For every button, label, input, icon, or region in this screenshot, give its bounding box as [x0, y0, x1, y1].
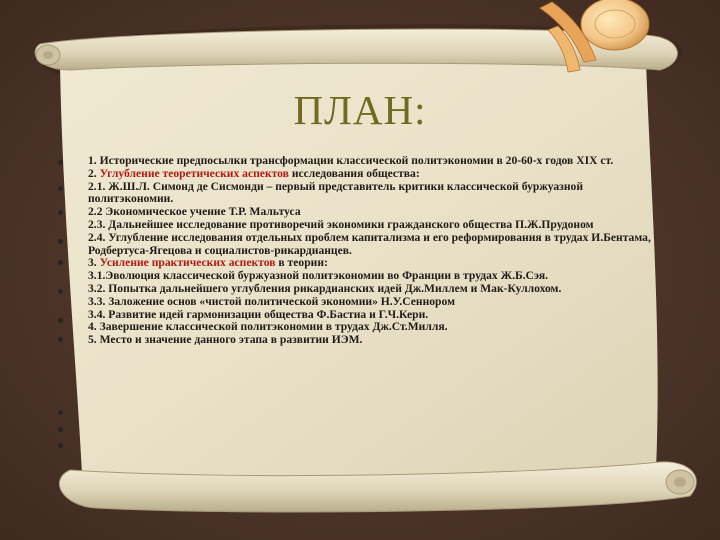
list-item: 2.1. Ж.Ш.Л. Симонд де Сисмонди – первый представитель критики классической буржуазной политэкономии.: [88, 179, 583, 206]
list-item: 2.3. Дальнейшее исследование противоречий экономики гражданского общества П.Ж.Прудоном: [88, 217, 594, 231]
list-item: 2.4. Углубление исследования отдельных проблем капитализма и его реформирования в трудах И.Бентама, Родбертуса-Ягецова и социалистов-рикардианцев.: [88, 230, 651, 257]
list-item: 2. Углубление теоретических аспектов исследования общества:: [88, 166, 420, 180]
highlight-text: Углубление теоретических аспектов: [99, 166, 289, 180]
bullet-column: [58, 0, 70, 540]
list-item: 3.1.Эволюция классической буржуазной политэкономии во Франции в трудах Ж.Б.Сэя.: [88, 269, 549, 283]
list-item: 2.2 Экономическое учение Т.Р. Мальтуса: [88, 205, 301, 219]
list-item: 3.2. Попытка дальнейшего углубления рикардианских идей Дж.Миллем и Мак-Куллохом.: [88, 281, 562, 295]
page-title: ПЛАН:: [293, 87, 427, 133]
bullet-dot: [58, 337, 63, 342]
bullet-dot: [58, 443, 63, 448]
list-item: 4. Завершение классической политэкономии в трудах Дж.Ст.Милля.: [88, 320, 448, 334]
list-item: 3.3. Заложение основ «чистой политической экономии» Н.У.Сеннором: [88, 294, 455, 308]
bullet-dot: [58, 410, 63, 415]
bullet-dot: [58, 186, 63, 191]
bullet-dot: [58, 239, 63, 244]
list-item: 5. Место и значение данного этапа в развитии ИЭМ.: [88, 333, 363, 347]
plan-list: [88, 155, 668, 347]
bullet-dot: [58, 160, 63, 165]
bullet-dot: [58, 427, 63, 432]
bullet-dot: [58, 289, 63, 294]
list-item: 3. Усиление практических аспектов в теории:: [88, 256, 328, 270]
list-item: 3.4. Развитие идей гармонизации общества Ф.Бастиа и Г.Ч.Кери.: [88, 307, 429, 321]
bullet-dot: [58, 210, 63, 215]
list-item: 1. Исторические предпосылки трансформации классической политэкономии в 20-60-х годов XIX ст.: [88, 154, 614, 167]
highlight-text: Усиление практических аспектов: [99, 256, 276, 270]
bullet-dot: [58, 318, 63, 323]
bullet-dot: [58, 260, 63, 265]
